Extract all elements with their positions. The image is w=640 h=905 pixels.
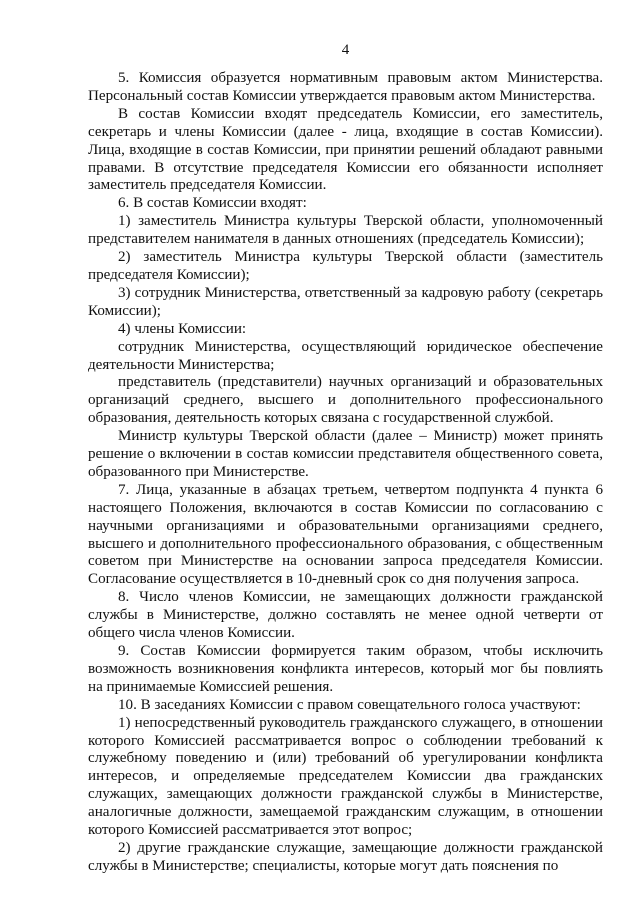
- paragraph-10-item-1: 1) непосредственный руководитель гражданского служащего, в отношении которого Комиссией рассматривается вопрос о соблюдении требований к служебному поведению и (или) требований об урегулировании конфликта интересов, и определяемые председателем Комиссии два гражданских служащих, замещающих должности гражданской службы в Министерстве, аналогичные должности, замещаемой гражданским служащим, в отношении которого Комиссией рассматривается этот вопрос;: [88, 714, 603, 839]
- paragraph-7: 7. Лица, указанные в абзацах третьем, четвертом подпункта 4 пункта 6 настоящего Положения, включаются в состав Комиссии по согласованию с научными организациями и образовательными организациями среднего, высшего и дополнительного профессионального образования, с общественным советом при Министерстве на основании запроса председателя Комиссии. Согласование осуществляется в 10-дневный срок со дня получения запроса.: [88, 481, 603, 588]
- paragraph-6: 6. В состав Комиссии входят:: [118, 195, 307, 212]
- paragraph-10-item-2: 2) другие гражданские служащие, замещающие должности гражданской службы в Министерстве; специалисты, которые могут дать пояснения по: [88, 839, 603, 874]
- paragraph-minister-decision: Министр культуры Тверской области (далее – Министр) может принять решение о включении в состав комиссии представителя общественного совета, образованного при Министерстве.: [88, 428, 603, 480]
- paragraph-5: 5. Комиссия образуется нормативным правовым актом Министерства. Персональный состав Комиссии утверждается правовым актом Министерства.: [88, 70, 603, 104]
- paragraph-6-item-1: 1) заместитель Министра культуры Тверской области, уполномоченный представителем нанимателя в данных отношениях (председатель Комиссии);: [88, 213, 603, 248]
- paragraph-commission-members: В состав Комиссии входят председатель Комиссии, его заместитель, секретарь и члены Комиссии (далее - лица, входящие в состав Комиссии). Лица, входящие в состав Комиссии, при принятии решений обладают равными правами. В отсутствие председателя Комиссии его обязанности исполняет заместитель председателя Комиссии.: [88, 105, 603, 194]
- paragraph-6-item-3: 3) сотрудник Министерства, ответственный за кадровую работу (секретарь Комиссии);: [88, 284, 603, 319]
- paragraph-6-item-4-science: представитель (представители) научных организаций и образовательных организаций среднего, высшего и дополнительного профессионального образования, деятельность которых связана с государственной службой.: [88, 374, 603, 427]
- paragraph-9: 9. Состав Комиссии формируется таким образом, чтобы исключить возможность возникновения конфликта интересов, который мог бы повлиять на принимаемые Комиссией решения.: [88, 643, 603, 695]
- paragraph-6-item-2: 2) заместитель Министра культуры Тверской области (заместитель председателя Комиссии);: [88, 249, 603, 283]
- document-body: [88, 70, 603, 876]
- paragraph-10: 10. В заседаниях Комиссии с правом совещательного голоса участвуют:: [118, 696, 581, 713]
- paragraph-8: 8. Число членов Комиссии, не замещающих должности гражданской службы в Министерстве, должно составлять не менее одной четверти от общего числа членов Комиссии.: [88, 589, 603, 642]
- paragraph-6-item-4-legal: сотрудник Министерства, осуществляющий юридическое обеспечение деятельности Министерства;: [88, 338, 603, 373]
- paragraph-6-item-4: 4) члены Комиссии:: [118, 320, 247, 337]
- page-number: 4: [341, 42, 350, 58]
